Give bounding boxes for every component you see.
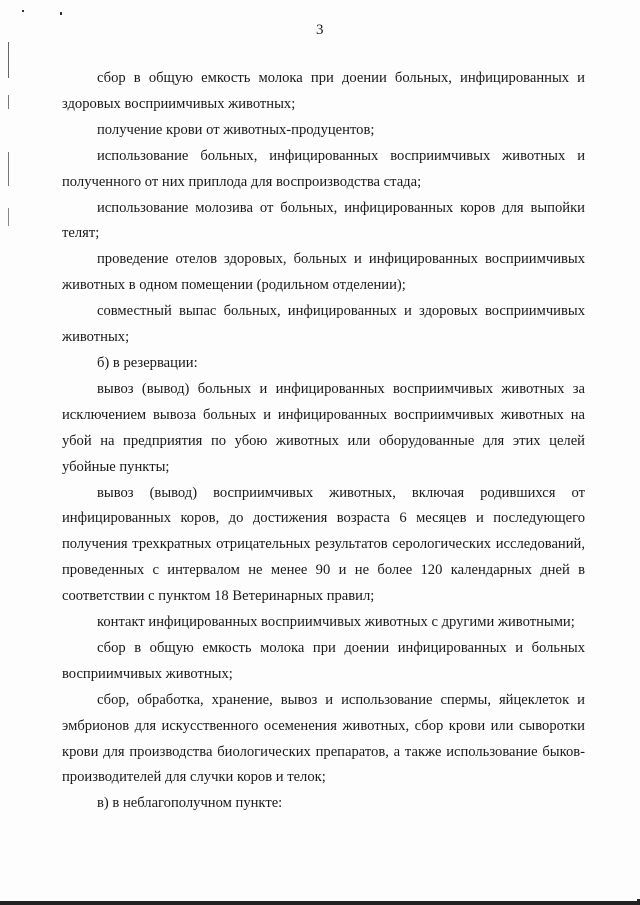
paragraph: получение крови от животных-продуцентов; — [97, 121, 375, 138]
paragraph: вывоз (вывод) больных и инфицированных восприимчивых животных за исключением вывоза больных и инфицированных восприимчивых животных на убой на предприятия по убою животных или оборудованные для этих целей убойные пункты; — [62, 380, 585, 475]
paragraph: сбор, обработка, хранение, вывоз и использование спермы, яйцеклеток и эмбрионов для искусственного осеменения животных, сбор крови или сыворотки крови для производства биологических препаратов, а также использование быков-производителей для случки коров и телок; — [62, 691, 585, 786]
scan-mark — [8, 208, 9, 226]
document-body — [62, 66, 585, 817]
scan-mark — [8, 42, 9, 78]
scan-mark — [60, 12, 62, 15]
scan-mark — [8, 95, 9, 109]
scan-edge-line — [0, 901, 640, 905]
paragraph: совместный выпас больных, инфицированных и здоровых восприимчивых животных; — [62, 303, 585, 346]
paragraph: б) в резервации: — [97, 354, 198, 371]
paragraph: вывоз (вывод) восприимчивых животных, включая родившихся от инфицированных коров, до достижения возраста 6 месяцев и последующего получения трехкратных отрицательных результатов серологических исследований, проведенных с интервалом не менее 90 и не более 120 календарных дней в соответствии с пунктом 18 Ветеринарных правил; — [62, 484, 585, 605]
paragraph: в) в неблагополучном пункте: — [97, 795, 283, 812]
paragraph: сбор в общую емкость молока при доении инфицированных и больных восприимчивых животных; — [62, 639, 585, 682]
paragraph: использование больных, инфицированных восприимчивых животных и полученного от них приплода для воспроизводства стада; — [62, 147, 585, 190]
page-number: 3 — [316, 22, 324, 38]
paragraph: контакт инфицированных восприимчивых животных с другими животными; — [97, 614, 575, 631]
scan-mark — [8, 152, 9, 186]
scan-mark — [22, 10, 24, 12]
paragraph: сбор в общую емкость молока при доении больных, инфицированных и здоровых восприимчивых животных; — [62, 70, 585, 112]
paragraph: проведение отелов здоровых, больных и инфицированных восприимчивых животных в одном помещении (родильном отделении); — [62, 251, 585, 294]
paragraph: использование молозива от больных, инфицированных коров для выпойки телят; — [62, 199, 585, 242]
